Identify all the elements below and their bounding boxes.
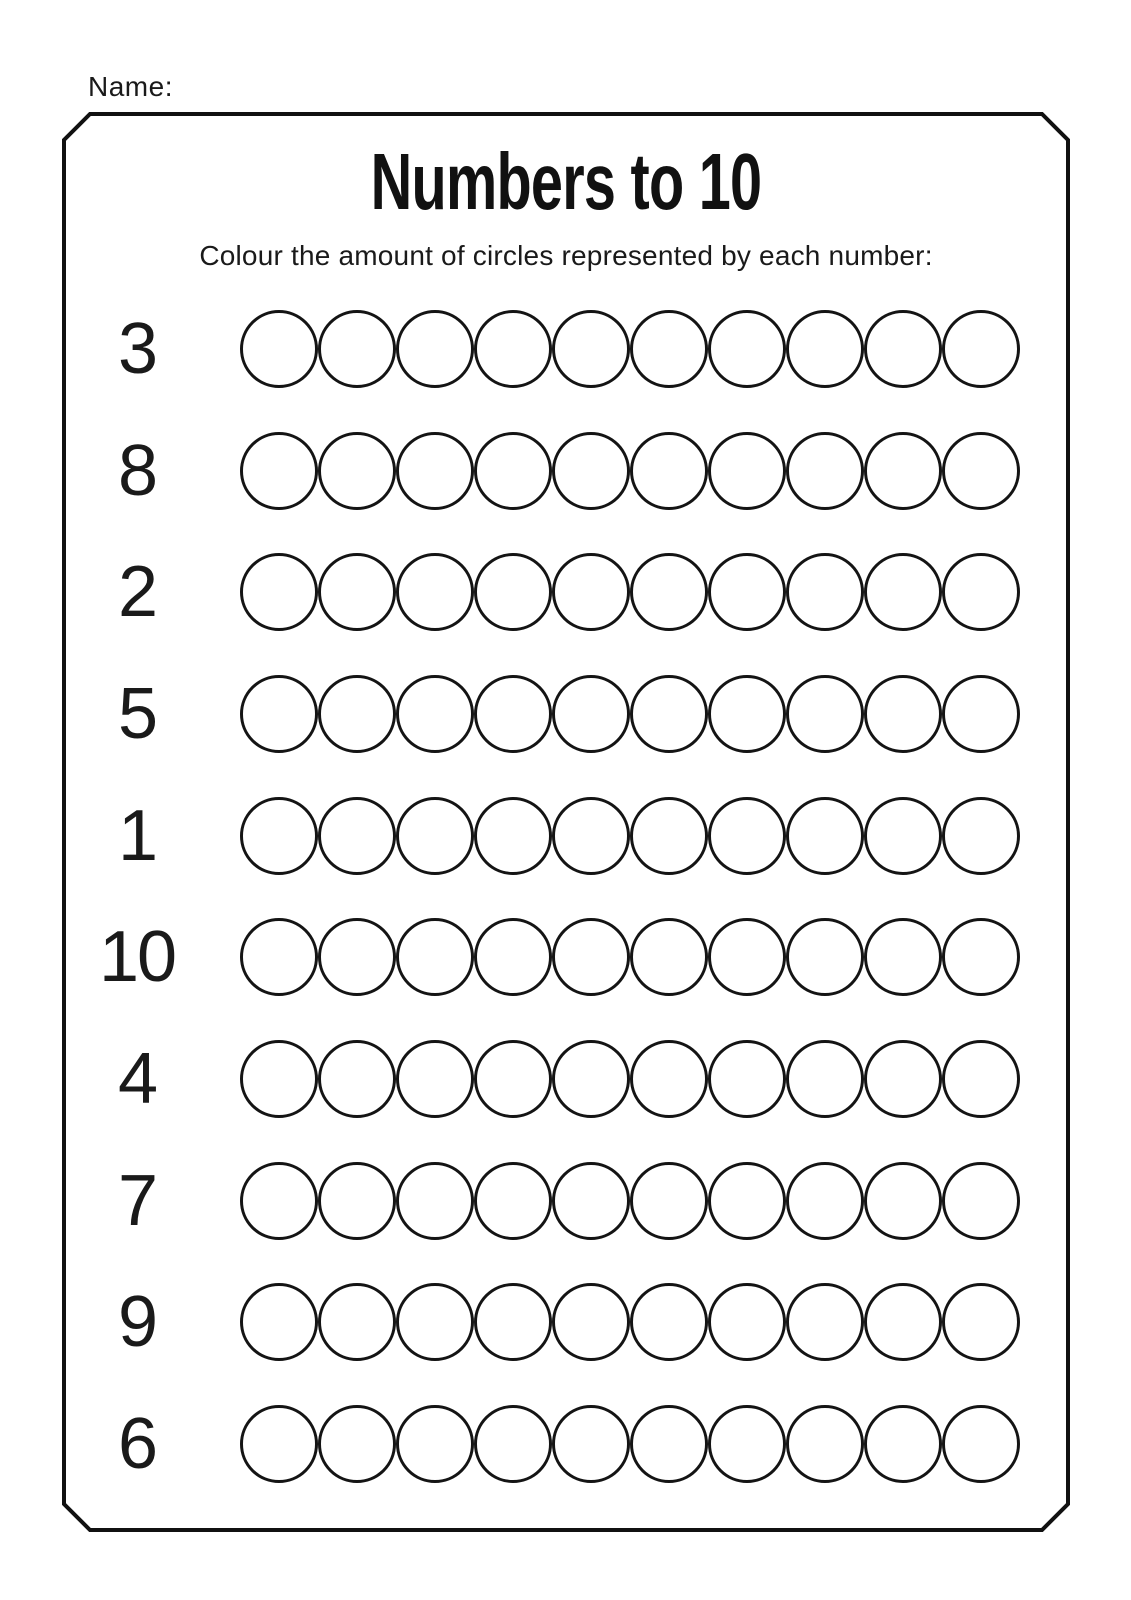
colorable-circle[interactable] <box>708 675 786 753</box>
circles-row <box>240 432 1020 510</box>
colorable-circle[interactable] <box>318 432 396 510</box>
colorable-circle[interactable] <box>630 918 708 996</box>
colorable-circle[interactable] <box>942 553 1020 631</box>
colorable-circle[interactable] <box>708 1162 786 1240</box>
colorable-circle[interactable] <box>708 918 786 996</box>
colorable-circle[interactable] <box>240 675 318 753</box>
number-row <box>62 1140 1070 1262</box>
row-number-label: 8 <box>117 430 157 511</box>
colorable-circle[interactable] <box>786 1162 864 1240</box>
colorable-circle[interactable] <box>708 1405 786 1483</box>
colorable-circle[interactable] <box>396 1162 474 1240</box>
colorable-circle[interactable] <box>786 1405 864 1483</box>
colorable-circle[interactable] <box>396 432 474 510</box>
colorable-circle[interactable] <box>786 432 864 510</box>
colorable-circle[interactable] <box>552 1040 630 1118</box>
name-label: Name: <box>88 71 173 102</box>
colorable-circle[interactable] <box>942 675 1020 753</box>
colorable-circle[interactable] <box>240 1162 318 1240</box>
colorable-circle[interactable] <box>942 1040 1020 1118</box>
number-row <box>62 775 1070 897</box>
colorable-circle[interactable] <box>318 675 396 753</box>
rows-container <box>62 288 1070 1505</box>
colorable-circle[interactable] <box>240 1405 318 1483</box>
colorable-circle[interactable] <box>318 310 396 388</box>
number-row <box>62 531 1070 653</box>
circles-row <box>240 1040 1020 1118</box>
colorable-circle[interactable] <box>630 1040 708 1118</box>
colorable-circle[interactable] <box>864 797 942 875</box>
colorable-circle[interactable] <box>552 918 630 996</box>
row-number-label: 4 <box>117 1038 157 1119</box>
colorable-circle[interactable] <box>630 1162 708 1240</box>
colorable-circle[interactable] <box>864 918 942 996</box>
colorable-circle[interactable] <box>630 675 708 753</box>
circles-row <box>240 310 1020 388</box>
colorable-circle[interactable] <box>708 432 786 510</box>
colorable-circle[interactable] <box>396 918 474 996</box>
colorable-circle[interactable] <box>786 797 864 875</box>
colorable-circle[interactable] <box>474 1162 552 1240</box>
colorable-circle[interactable] <box>318 918 396 996</box>
colorable-circle[interactable] <box>240 1040 318 1118</box>
colorable-circle[interactable] <box>552 1405 630 1483</box>
colorable-circle[interactable] <box>708 310 786 388</box>
colorable-circle[interactable] <box>864 553 942 631</box>
colorable-circle[interactable] <box>474 1405 552 1483</box>
colorable-circle[interactable] <box>318 1162 396 1240</box>
colorable-circle[interactable] <box>240 797 318 875</box>
colorable-circle[interactable] <box>396 675 474 753</box>
colorable-circle[interactable] <box>786 553 864 631</box>
colorable-circle[interactable] <box>630 310 708 388</box>
row-number-label: 3 <box>117 308 157 389</box>
row-number-label: 10 <box>98 917 176 998</box>
colorable-circle[interactable] <box>864 310 942 388</box>
colorable-circle[interactable] <box>864 1405 942 1483</box>
colorable-circle[interactable] <box>396 797 474 875</box>
colorable-circle[interactable] <box>318 1040 396 1118</box>
number-row <box>62 1262 1070 1384</box>
colorable-circle[interactable] <box>240 432 318 510</box>
colorable-circle[interactable] <box>474 553 552 631</box>
colorable-circle[interactable] <box>552 797 630 875</box>
colorable-circle[interactable] <box>318 797 396 875</box>
colorable-circle[interactable] <box>396 310 474 388</box>
row-number-label: 7 <box>117 1160 157 1241</box>
colorable-circle[interactable] <box>630 797 708 875</box>
colorable-circle[interactable] <box>786 1040 864 1118</box>
colorable-circle[interactable] <box>942 1405 1020 1483</box>
colorable-circle[interactable] <box>552 675 630 753</box>
circles-row <box>240 1283 1020 1361</box>
colorable-circle[interactable] <box>630 1405 708 1483</box>
circles-row <box>240 553 1020 631</box>
colorable-circle[interactable] <box>630 432 708 510</box>
colorable-circle[interactable] <box>474 918 552 996</box>
colorable-circle[interactable] <box>942 797 1020 875</box>
colorable-circle[interactable] <box>864 432 942 510</box>
colorable-circle[interactable] <box>942 918 1020 996</box>
colorable-circle[interactable] <box>786 918 864 996</box>
colorable-circle[interactable] <box>864 1283 942 1361</box>
colorable-circle[interactable] <box>552 1162 630 1240</box>
number-row <box>62 1018 1070 1140</box>
colorable-circle[interactable] <box>864 1162 942 1240</box>
row-number-label: 9 <box>117 1282 157 1363</box>
colorable-circle[interactable] <box>708 1283 786 1361</box>
colorable-circle[interactable] <box>552 1283 630 1361</box>
row-number-label: 5 <box>117 673 157 754</box>
colorable-circle[interactable] <box>786 1283 864 1361</box>
colorable-circle[interactable] <box>474 675 552 753</box>
number-row <box>62 653 1070 775</box>
colorable-circle[interactable] <box>786 675 864 753</box>
colorable-circle[interactable] <box>942 1162 1020 1240</box>
colorable-circle[interactable] <box>942 432 1020 510</box>
colorable-circle[interactable] <box>864 1040 942 1118</box>
colorable-circle[interactable] <box>474 432 552 510</box>
colorable-circle[interactable] <box>240 310 318 388</box>
colorable-circle[interactable] <box>396 1405 474 1483</box>
colorable-circle[interactable] <box>240 1283 318 1361</box>
colorable-circle[interactable] <box>396 1283 474 1361</box>
colorable-circle[interactable] <box>240 918 318 996</box>
colorable-circle[interactable] <box>942 310 1020 388</box>
colorable-circle[interactable] <box>474 797 552 875</box>
row-number-label: 1 <box>117 795 157 876</box>
row-number-label: 6 <box>117 1404 157 1485</box>
colorable-circle[interactable] <box>864 675 942 753</box>
colorable-circle[interactable] <box>552 553 630 631</box>
number-row <box>62 896 1070 1018</box>
colorable-circle[interactable] <box>318 1283 396 1361</box>
colorable-circle[interactable] <box>552 310 630 388</box>
circles-row <box>240 797 1020 875</box>
colorable-circle[interactable] <box>942 1283 1020 1361</box>
number-row <box>62 1383 1070 1505</box>
number-row <box>62 410 1070 532</box>
colorable-circle[interactable] <box>630 1283 708 1361</box>
circles-row <box>240 1162 1020 1240</box>
row-number-label: 2 <box>117 552 157 633</box>
worksheet-title: Numbers to 10 <box>370 137 762 226</box>
worksheet-instructions: Colour the amount of circles represented by each number: <box>199 240 933 271</box>
colorable-circle[interactable] <box>474 1283 552 1361</box>
colorable-circle[interactable] <box>474 1040 552 1118</box>
circles-row <box>240 675 1020 753</box>
colorable-circle[interactable] <box>318 553 396 631</box>
colorable-circle[interactable] <box>786 310 864 388</box>
colorable-circle[interactable] <box>474 310 552 388</box>
colorable-circle[interactable] <box>708 1040 786 1118</box>
colorable-circle[interactable] <box>708 553 786 631</box>
worksheet-frame <box>62 112 1070 1532</box>
colorable-circle[interactable] <box>240 553 318 631</box>
circles-row <box>240 1405 1020 1483</box>
colorable-circle[interactable] <box>630 553 708 631</box>
number-row <box>62 288 1070 410</box>
circles-row <box>240 918 1020 996</box>
colorable-circle[interactable] <box>318 1405 396 1483</box>
colorable-circle[interactable] <box>552 432 630 510</box>
colorable-circle[interactable] <box>708 797 786 875</box>
colorable-circle[interactable] <box>396 553 474 631</box>
colorable-circle[interactable] <box>396 1040 474 1118</box>
